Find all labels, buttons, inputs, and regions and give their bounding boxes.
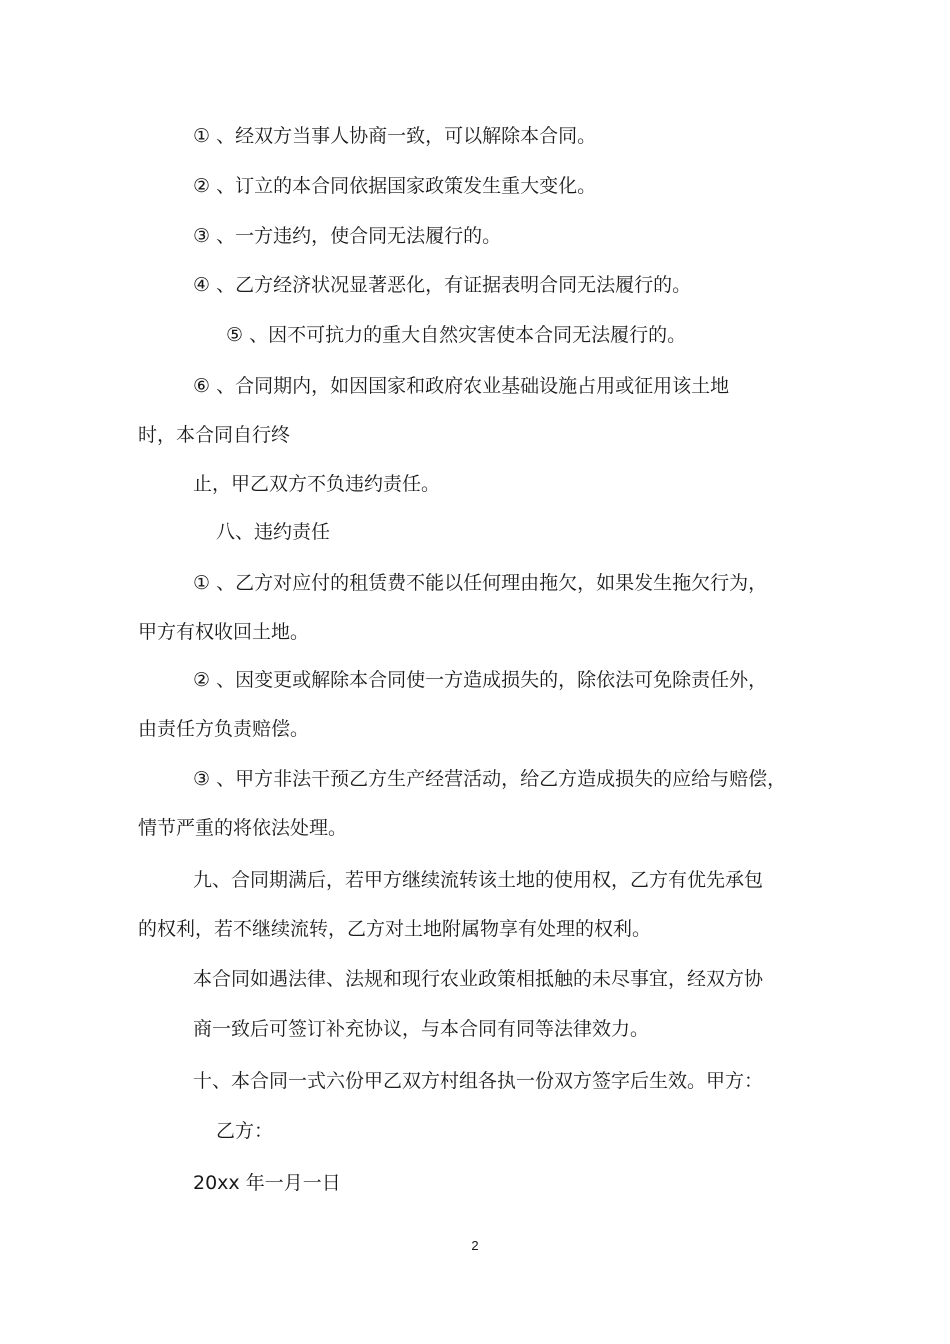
clause-7-item-6-cont-2: 止，甲乙双方不负违约责任。 xyxy=(193,473,441,495)
clause-8-item-3-cont: 情节严重的将依法处理。 xyxy=(138,817,348,839)
clause-7-item-1: ① 、经双方当事人协商一致，可以解除本合同。 xyxy=(193,125,597,147)
supplement-clause-cont: 商一致后可签订补充协议，与本合同有同等法律效力。 xyxy=(193,1018,650,1040)
signing-date: 20xx 年一月一日 xyxy=(193,1172,341,1194)
clause-7-item-3: ③ 、一方违约，使合同无法履行的。 xyxy=(193,225,502,247)
clause-7-item-5: ⑤ 、因不可抗力的重大自然灾害使本合同无法履行的。 xyxy=(226,324,687,346)
clause-7-item-6-cont-1: 时，本合同自行终 xyxy=(138,424,291,446)
clause-10: 十、本合同一式六份甲乙双方村组各执一份双方签字后生效。甲方： xyxy=(193,1070,764,1092)
party-b-signature: 乙方： xyxy=(216,1120,274,1142)
clause-8-item-2: ② 、因变更或解除本合同使一方造成损失的，除依法可免除责任外， xyxy=(193,669,768,691)
page-number: 2 xyxy=(471,1238,479,1253)
clause-7-item-2: ② 、订立的本合同依据国家政策发生重大变化。 xyxy=(193,175,597,197)
supplement-clause: 本合同如遇法律、法规和现行农业政策相抵触的未尽事宜，经双方协 xyxy=(193,968,764,990)
clause-7-item-6: ⑥ 、合同期内，如因国家和政府农业基础设施占用或征用该土地 xyxy=(193,375,730,397)
clause-8-item-1: ① 、乙方对应付的租赁费不能以任何理由拖欠，如果发生拖欠行为， xyxy=(193,572,768,594)
clause-8-item-2-cont: 由责任方负责赔偿。 xyxy=(138,718,310,740)
section-heading-breach: 八、违约责任 xyxy=(216,521,331,543)
clause-7-item-4: ④ 、乙方经济状况显著恶化，有证据表明合同无法履行的。 xyxy=(193,274,692,296)
clause-9: 九、合同期满后，若甲方继续流转该土地的使用权，乙方有优先承包 xyxy=(193,869,764,891)
clause-8-item-1-cont: 甲方有权收回土地。 xyxy=(138,621,310,643)
clause-8-item-3: ③ 、甲方非法干预乙方生产经营活动，给乙方造成损失的应给与赔偿， xyxy=(193,768,787,790)
clause-9-cont: 的权利，若不继续流转，乙方对土地附属物享有处理的权利。 xyxy=(138,918,652,940)
